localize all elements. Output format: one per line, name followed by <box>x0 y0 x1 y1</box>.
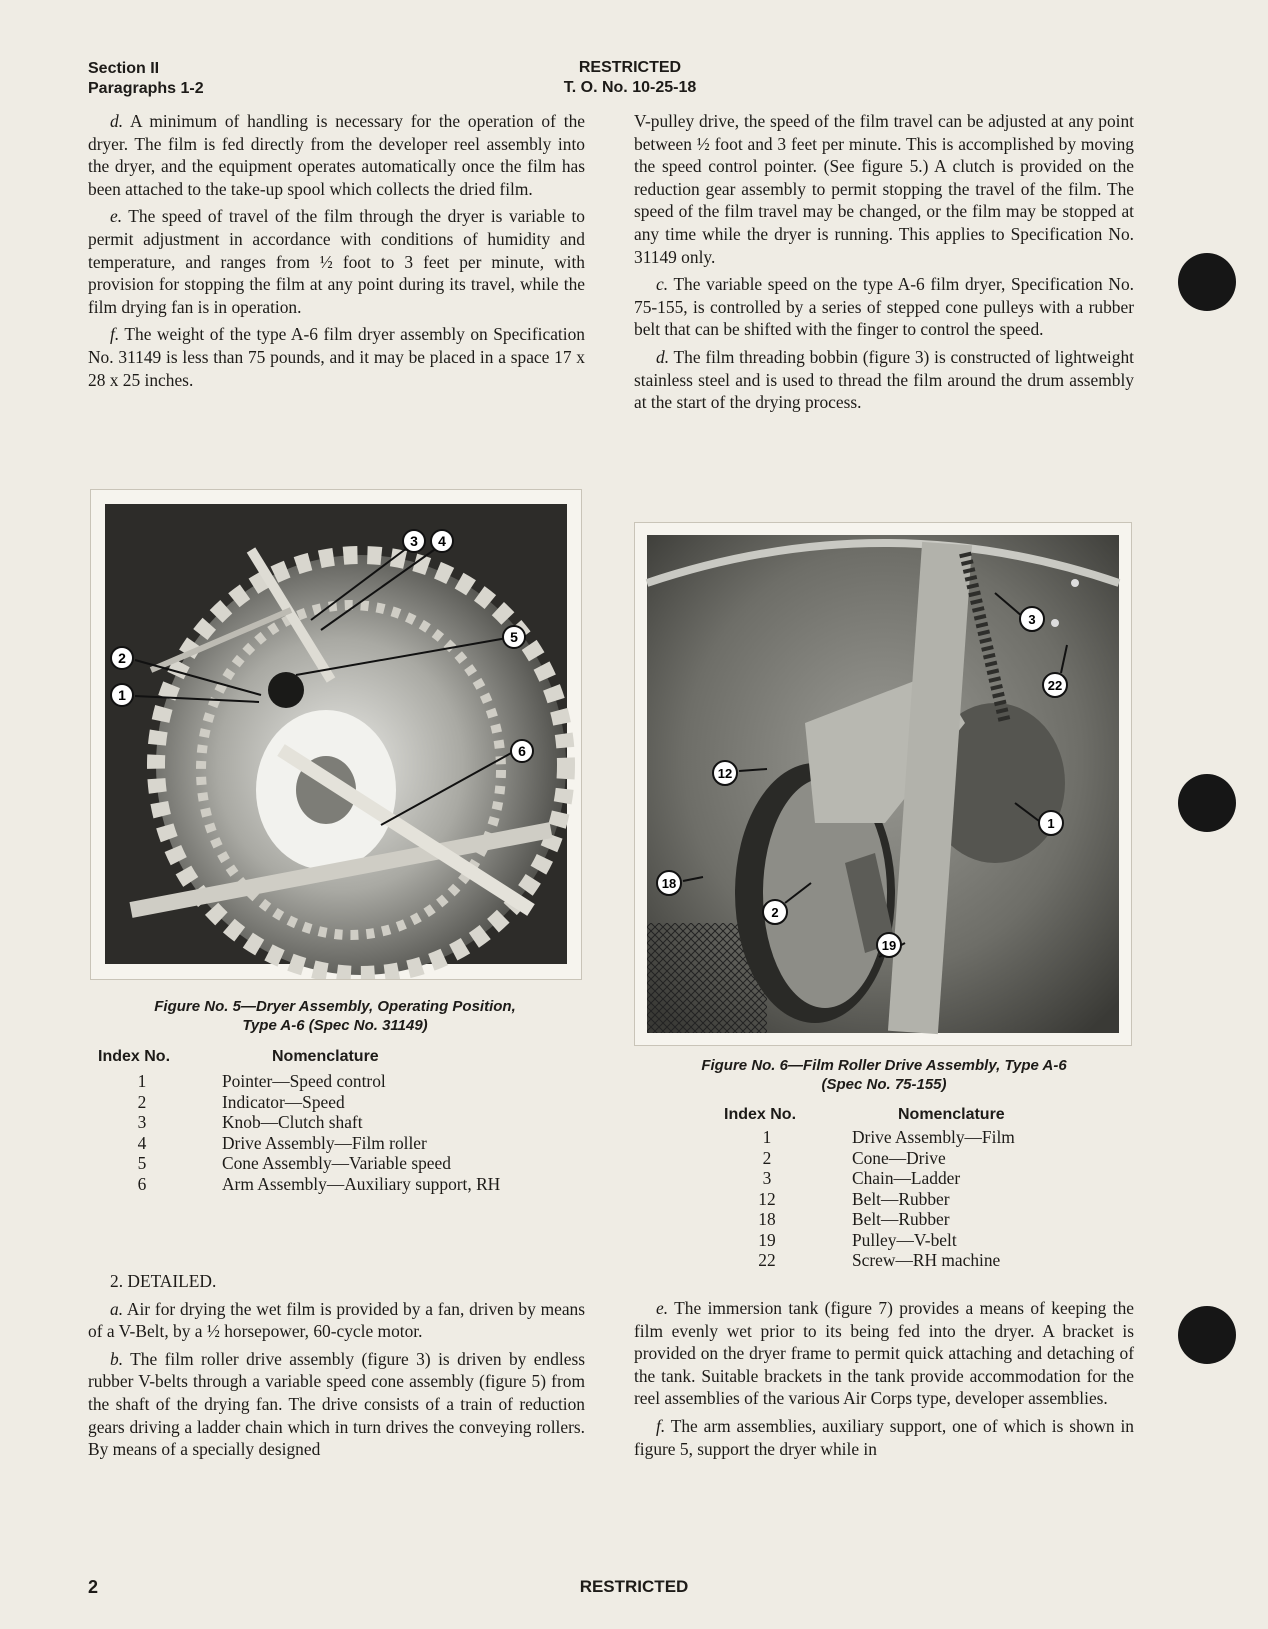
svg-text:12: 12 <box>717 766 733 781</box>
figure-6-nomenclature-header: Nomenclature <box>898 1106 1005 1123</box>
table-row: 1 Pointer—Speed control <box>137 1071 386 1091</box>
svg-text:4: 4 <box>438 533 446 549</box>
svg-text:19: 19 <box>881 938 897 953</box>
svg-text:1: 1 <box>1047 816 1055 831</box>
table-row: 1 Drive Assembly—Film <box>762 1127 1015 1147</box>
svg-text:5: 5 <box>510 629 518 645</box>
table-row: 19 Pulley—V-belt <box>758 1229 957 1250</box>
detailed-heading: 2. DETAILED. <box>110 1271 217 1291</box>
figure-5-callout-2 <box>109 645 135 676</box>
figure-5-frame <box>90 489 582 980</box>
svg-text:22: 22 <box>1047 678 1063 693</box>
paragraph-b: b. The film roller drive assembly (figure 3) is driven by endless rubber V-belts through a variable speed cone assembly (figure 5) from the shaft of the drying fan. The drive consists of a train of reduction gears driving a ladder chain which in turn drives the conveying rollers. By means of a specially designed <box>88 1348 585 1460</box>
figure-5-photo <box>91 490 581 979</box>
section-label: Section II <box>88 60 160 77</box>
table-row: 12 Belt—Rubber <box>758 1188 950 1209</box>
svg-text:3: 3 <box>1028 612 1036 627</box>
svg-text:2: 2 <box>771 905 779 920</box>
figure-5-index-table <box>98 1071 588 1194</box>
figure-5-caption-line2: Type A-6 (Spec No. 31149) <box>242 1017 428 1034</box>
table-row: 4 Drive Assembly—Film roller <box>137 1132 427 1153</box>
paragraph-d: d. A minimum of handling is necessary for the operation of the dryer. The film is fed directly from the developer reel assembly into the dryer, and the equipment operates automatically once the film has been attached to the take-up spool which collects the dried film. <box>88 111 586 199</box>
figure-6-callout-12 <box>711 759 739 792</box>
figure-5-callout-6 <box>509 738 535 769</box>
paragraph-continued: V-pulley drive, the speed of the film travel can be adjusted at any point between ½ foot and 3 feet per minute. This is accomplished by moving the speed control pointer. (See figure 5.) A clutch is provided on the reduction gear assembly to permit stopping the travel of the film. The speed of the film travel may be changed, or the film may be stopped at any time while the dryer is running. This applies to Specification No. 31149 only. <box>634 111 1134 267</box>
table-row: 3 Chain—Ladder <box>762 1168 961 1188</box>
figure-6-caption-line2: (Spec No. 75-155) <box>821 1076 947 1093</box>
figure-6-frame <box>634 522 1132 1046</box>
figure-5-callout-5 <box>501 624 527 655</box>
binder-hole-bottom <box>1178 1306 1236 1364</box>
header-classification: RESTRICTED <box>578 59 682 76</box>
footer-classification: RESTRICTED <box>579 1577 689 1596</box>
figure-6-callout-3 <box>1018 605 1046 638</box>
figure-5-caption-line1: Figure No. 5—Dryer Assembly, Operating Position, <box>154 998 516 1015</box>
figure-6-callout-19 <box>875 931 903 964</box>
paragraph-f: f. The weight of the type A-6 film dryer assembly on Specification No. 31149 is less than 75 pounds, and it may be placed in a space 17 x 28 x 25 inches. <box>88 324 585 390</box>
table-row: 6 Arm Assembly—Auxiliary support, RH <box>137 1173 501 1194</box>
paragraph-c: c. The variable speed on the type A-6 film dryer, Specification No. 75-155, is controlled by a series of stepped cone pulleys with a rubber belt that can be shifted with the finger to control the speed. <box>634 274 1134 340</box>
figure-5-callout-3 <box>401 528 427 559</box>
figure-6-index-table <box>724 1127 1144 1271</box>
binder-hole-middle <box>1178 774 1236 832</box>
page-number: 2 <box>88 1577 99 1597</box>
table-row: 5 Cone Assembly—Variable speed <box>137 1153 451 1173</box>
table-row: 2 Indicator—Speed <box>137 1091 345 1112</box>
paragraphs-label: Paragraphs 1-2 <box>88 80 204 97</box>
right-column-text <box>634 110 1134 419</box>
figure-6-callout-1 <box>1037 809 1065 842</box>
figure-5-callout-4 <box>429 528 455 559</box>
table-row: 3 Knob—Clutch shaft <box>137 1112 363 1132</box>
detailed-left-text <box>88 1270 585 1466</box>
figure-6-callout-2 <box>761 898 789 931</box>
figure-6-photo <box>635 523 1131 1045</box>
svg-text:18: 18 <box>661 876 677 891</box>
paragraph-e: e. The speed of travel of the film through the dryer is variable to permit adjustment in accordance with conditions of humidity and temperature, and ranges from ½ foot to 3 feet per minute, with provision for stopping the film at any point during its travel, while the film drying fan is in operation. <box>88 206 585 317</box>
figure-6-callout-22 <box>1041 671 1069 704</box>
paragraph-d-right: d. The film threading bobbin (figure 3) is constructed of lightweight stainless steel and is used to thread the film around the drum assembly at the start of the drying process. <box>634 346 1134 413</box>
table-row: 22 Screw—RH machine <box>758 1250 1001 1270</box>
figure-5-callout-1 <box>109 682 135 713</box>
svg-text:2: 2 <box>118 650 126 666</box>
table-row: 18 Belt—Rubber <box>758 1209 950 1229</box>
paragraph-f-right: f. The arm assemblies, auxiliary support, one of which is shown in figure 5, support the dryer while in <box>634 1415 1134 1459</box>
paragraph-a: a. Air for drying the wet film is provided by a fan, driven by means of a V-Belt, by a ½ horsepower, 60-cycle motor. <box>88 1298 586 1342</box>
left-column-text <box>88 110 585 396</box>
svg-text:3: 3 <box>410 533 418 549</box>
svg-text:1: 1 <box>118 687 126 703</box>
binder-hole-top <box>1178 253 1236 311</box>
to-number: T. O. No. 10-25-18 <box>563 79 697 96</box>
detailed-right-text <box>634 1297 1134 1465</box>
figure-5-nomenclature-header: Nomenclature <box>272 1048 379 1065</box>
table-row: 2 Cone—Drive <box>762 1147 946 1168</box>
figure-6-caption-line1: Figure No. 6—Film Roller Drive Assembly, Type A-6 <box>701 1057 1067 1074</box>
figure-5-index-header: Index No. <box>98 1048 171 1065</box>
figure-6-callout-18 <box>655 869 683 902</box>
paragraph-e-right: e. The immersion tank (figure 7) provides a means of keeping the film evenly wet prior to its being fed into the dryer. A bracket is provided on the dryer frame to permit quick attaching and detaching of the tank. Suitable brackets in the tank provide accommodation for the reel assemblies of the various Air Corps type, developer assemblies. <box>634 1298 1134 1409</box>
figure-6-index-header: Index No. <box>724 1106 797 1123</box>
svg-text:6: 6 <box>518 743 526 759</box>
